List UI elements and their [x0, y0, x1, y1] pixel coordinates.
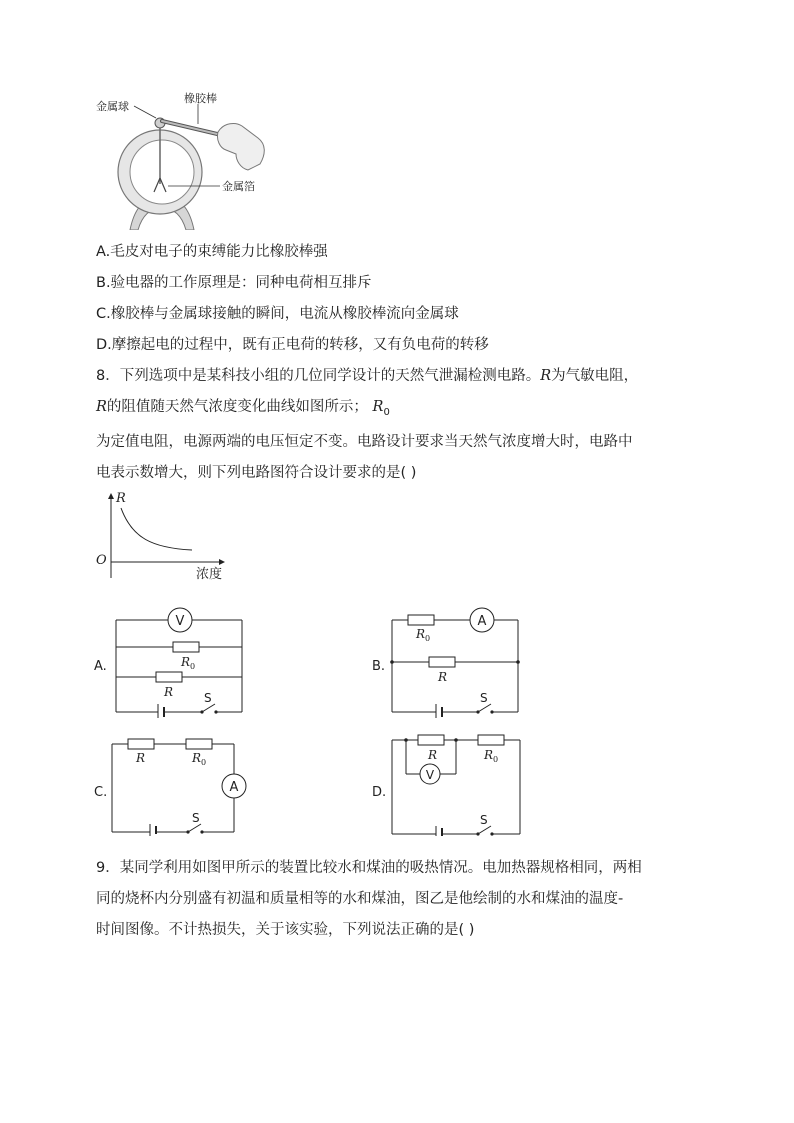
circuit-d-battery — [436, 826, 442, 836]
circuit-c-r0-label: $R_0$ — [192, 751, 207, 767]
circuit-c-r-label: R — [136, 751, 146, 765]
circuit-d-switch-label: S — [480, 813, 488, 827]
circuit-a-switch — [200, 704, 217, 714]
label-metal-ball: 金属球 — [96, 100, 129, 113]
circuit-a-voltmeter — [168, 608, 192, 632]
circuit-c-ammeter — [222, 774, 246, 798]
graph-y-label: R — [116, 491, 126, 506]
svg-text:A: A — [229, 780, 239, 795]
q9-stem-line3: 时间图像。不计热损失，关于该实验，下列说法正确的是( ) — [96, 922, 475, 938]
electroscope-ring-inner — [130, 140, 194, 204]
label-rubber-rod: 橡胶棒 — [184, 92, 217, 105]
circuit-c-r-resistor — [128, 739, 154, 749]
label-metal-foil: 金属箔 — [222, 180, 255, 193]
circuit-c-r0-resistor — [186, 739, 212, 749]
q9-stem-line1: 9．某同学利用如图甲所示的装置比较水和煤油的吸热情况。电加热器规格相同，两相 — [96, 860, 642, 876]
circuit-b-ammeter — [470, 608, 494, 632]
circuit-b-switch-label: S — [480, 691, 488, 705]
circuit-a-r-label: R — [164, 685, 174, 699]
circuit-d-r-label: R — [428, 748, 438, 762]
electroscope-figure — [90, 92, 280, 230]
q8-stem-line4: 电表示数增大，则下列电路图符合设计要求的是( ) — [96, 465, 417, 481]
svg-text:V: V — [175, 614, 185, 629]
q7-option-c: C.橡胶棒与金属球接触的瞬间，电流从橡胶棒流向金属球 — [96, 306, 459, 322]
resistance-concentration-graph — [92, 490, 232, 582]
circuit-b-battery — [436, 704, 442, 718]
q7-option-a: A.毛皮对电子的束缚能力比橡胶棒强 — [96, 244, 328, 260]
circuit-d-option-label: D. — [372, 785, 387, 800]
svg-text:V: V — [425, 768, 435, 782]
circuit-d-r0-label: $R_0$ — [484, 748, 499, 764]
circuit-b-r-label: R — [438, 670, 448, 684]
graph-x-label: 浓度 — [196, 567, 223, 582]
circuit-c-option-label: C. — [94, 785, 108, 800]
circuit-b-option-label: B. — [372, 659, 386, 674]
circuit-b-switch — [476, 704, 493, 714]
q7-option-d: D.摩擦起电的过程中，既有正电荷的转移，又有负电荷的转移 — [96, 337, 489, 353]
circuit-d-r-resistor — [418, 735, 444, 745]
circuit-a-r0-resistor — [173, 642, 199, 652]
circuit-a-battery — [158, 704, 164, 718]
hand-illustration — [217, 124, 264, 170]
circuit-d — [370, 732, 530, 836]
q8-stem-line2: R的阻值随天然气浓度变化曲线如图所示； $R_0$ — [96, 399, 390, 418]
graph-curve — [121, 508, 192, 550]
circuit-b-r-resistor — [429, 657, 455, 667]
q8-stem-line3: 为定值电阻，电源两端的电压恒定不变。电路设计要求当天然气浓度增大时，电路中 — [96, 434, 633, 450]
circuit-c — [92, 732, 252, 836]
circuit-b-r0-label: $R_0$ — [416, 627, 431, 643]
circuit-d-switch — [476, 826, 493, 836]
circuit-b-r0-resistor — [408, 615, 434, 625]
circuit-d-voltmeter — [420, 764, 440, 784]
circuit-b — [370, 604, 530, 718]
circuit-a-r-resistor — [156, 672, 182, 682]
circuit-d-r0-resistor — [478, 735, 504, 745]
graph-origin-label: O — [96, 553, 107, 568]
circuit-a-r0-label: $R_0$ — [181, 655, 196, 671]
q7-option-b: B.验电器的工作原理是：同种电荷相互排斥 — [96, 275, 372, 291]
circuit-a-option-label: A. — [94, 659, 107, 674]
circuit-c-battery — [150, 824, 156, 836]
svg-text:A: A — [477, 614, 487, 629]
circuit-a — [92, 604, 252, 718]
circuit-a-switch-label: S — [204, 691, 212, 705]
q8-stem-line1: 8．下列选项中是某科技小组的几位同学设计的天然气泄漏检测电路。R为气敏电阻， — [96, 368, 639, 384]
circuit-c-switch-label: S — [192, 811, 200, 825]
q9-stem-line2: 同的烧杯内分别盛有初温和质量相等的水和煤油，图乙是他绘制的水和煤油的温度- — [96, 891, 624, 907]
circuit-c-switch — [186, 824, 203, 834]
